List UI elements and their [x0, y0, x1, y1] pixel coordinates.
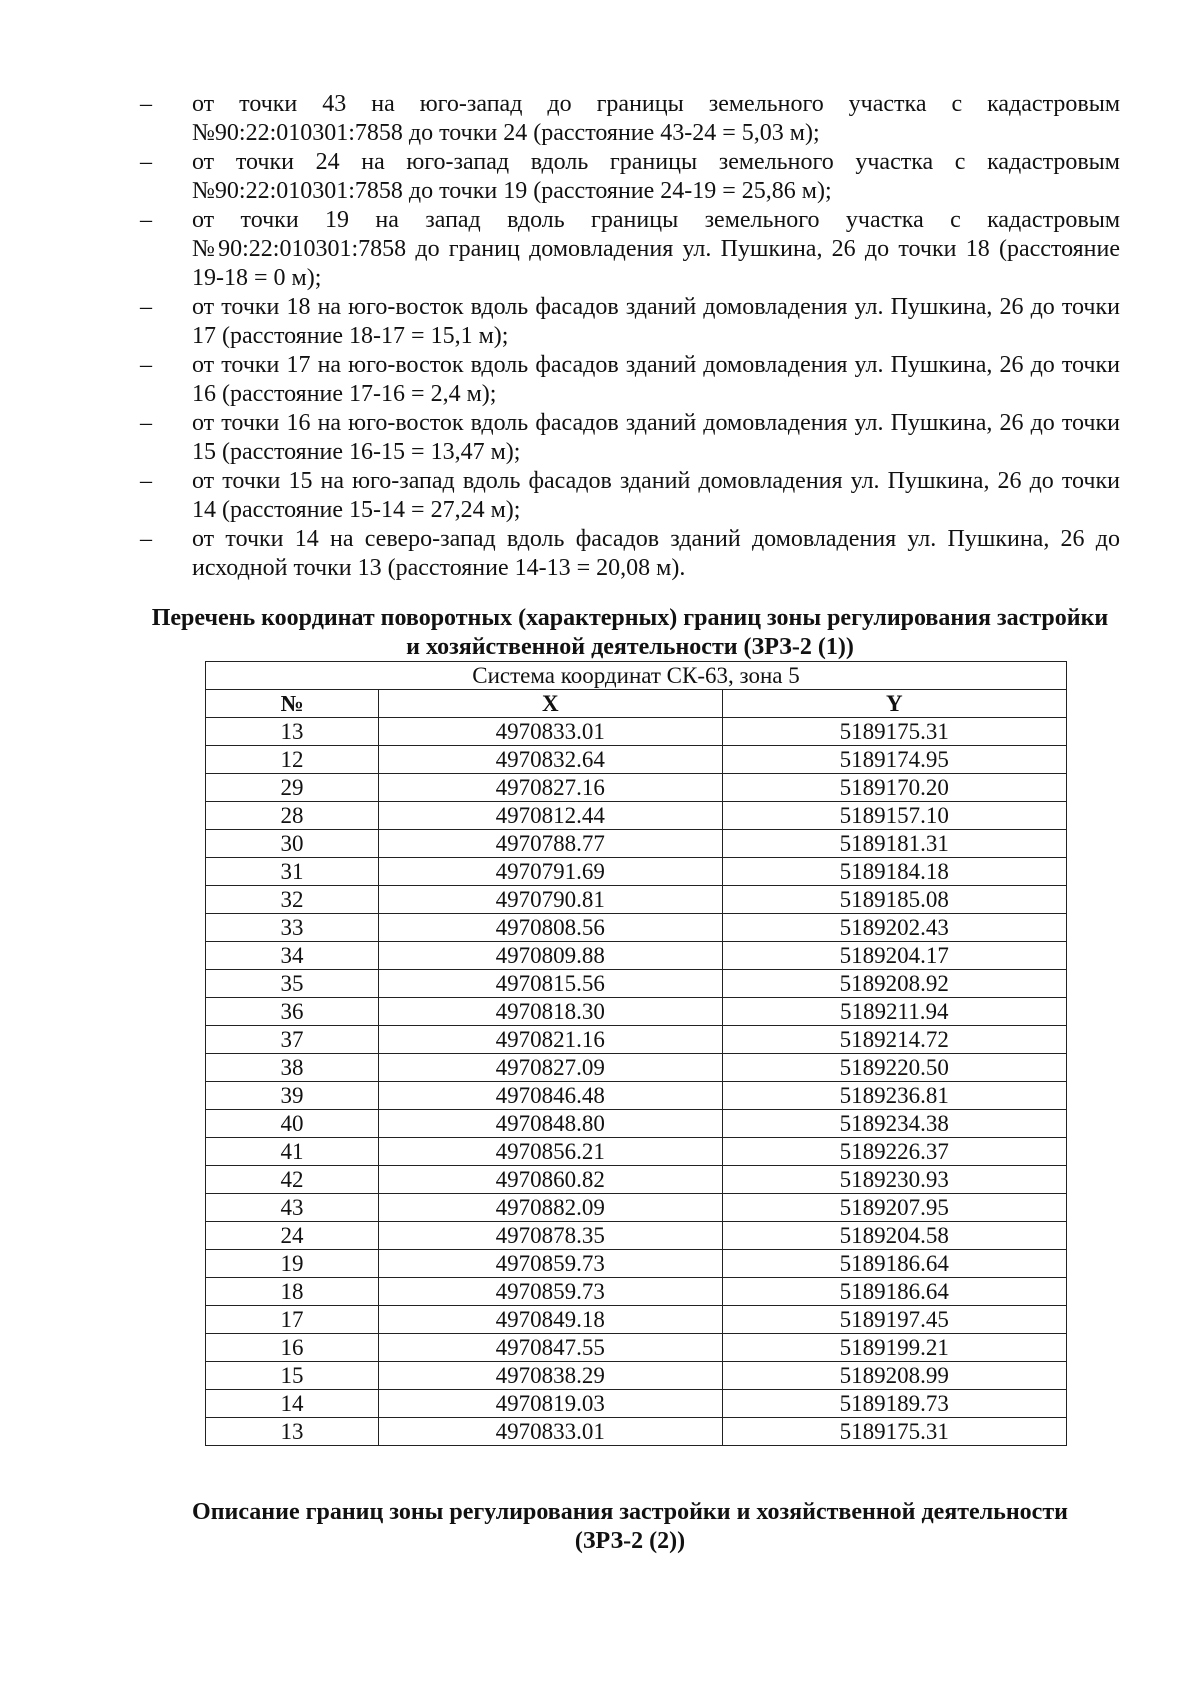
coordinates-table — [205, 661, 1067, 1446]
y-coordinate-cell: 5189186.64 — [722, 1250, 1066, 1278]
y-coordinate-cell: 5189204.17 — [722, 942, 1066, 970]
y-coordinate-cell: 5189175.31 — [722, 718, 1066, 746]
point-number-cell: 15 — [206, 1362, 379, 1390]
point-number-cell: 42 — [206, 1166, 379, 1194]
list-marker: – — [140, 207, 152, 233]
table-row — [206, 1194, 1067, 1222]
x-coordinate-cell: 4970809.88 — [379, 942, 722, 970]
section-title-line: (ЗРЗ-2 (2)) — [574, 1528, 686, 1554]
point-number-cell: 38 — [206, 1054, 379, 1082]
list-item-text: от точки 24 на юго-запад вдоль границы земельного участка с кадастровым №90:22:010301:7858 до точки 19 (расстояние 24-19 = 25,86 м); — [192, 149, 1120, 204]
point-number-cell: 40 — [206, 1110, 379, 1138]
x-coordinate-cell: 4970821.16 — [379, 1026, 722, 1054]
point-number-cell: 13 — [206, 1418, 379, 1446]
point-number-cell: 37 — [206, 1026, 379, 1054]
point-number-cell: 41 — [206, 1138, 379, 1166]
y-coordinate-cell: 5189226.37 — [722, 1138, 1066, 1166]
point-number-cell: 28 — [206, 802, 379, 830]
y-coordinate-cell: 5189197.45 — [722, 1306, 1066, 1334]
x-coordinate-cell: 4970819.03 — [379, 1390, 722, 1418]
y-coordinate-cell: 5189214.72 — [722, 1026, 1066, 1054]
column-header-number: № — [206, 690, 379, 718]
point-number-cell: 12 — [206, 746, 379, 774]
table-row — [206, 1110, 1067, 1138]
point-number-cell: 39 — [206, 1082, 379, 1110]
coordinate-system-caption: Система координат СК-63, зона 5 — [206, 662, 1067, 690]
y-coordinate-cell: 5189208.99 — [722, 1362, 1066, 1390]
list-item — [140, 467, 1120, 525]
y-coordinate-cell: 5189230.93 — [722, 1166, 1066, 1194]
y-coordinate-cell: 5189157.10 — [722, 802, 1066, 830]
x-coordinate-cell: 4970848.80 — [379, 1110, 722, 1138]
section-title-line: Перечень координат поворотных (характерных) границ зоны регулирования застройки — [151, 605, 1109, 631]
point-number-cell: 36 — [206, 998, 379, 1026]
list-item — [140, 90, 1120, 148]
point-number-cell: 35 — [206, 970, 379, 998]
table-row — [206, 970, 1067, 998]
point-number-cell: 17 — [206, 1306, 379, 1334]
point-number-cell: 31 — [206, 858, 379, 886]
point-number-cell: 24 — [206, 1222, 379, 1250]
x-coordinate-cell: 4970833.01 — [379, 718, 722, 746]
coordinates-section-title — [140, 604, 1120, 662]
list-item-text: от точки 18 на юго-восток вдоль фасадов зданий домовладения ул. Пушкина, 26 до точки 17 (расстояние 18-17 = 15,1 м); — [192, 294, 1120, 349]
table-row — [206, 746, 1067, 774]
y-coordinate-cell: 5189186.64 — [722, 1278, 1066, 1306]
point-number-cell: 30 — [206, 830, 379, 858]
point-number-cell: 16 — [206, 1334, 379, 1362]
x-coordinate-cell: 4970859.73 — [379, 1250, 722, 1278]
y-coordinate-cell: 5189174.95 — [722, 746, 1066, 774]
x-coordinate-cell: 4970790.81 — [379, 886, 722, 914]
table-row — [206, 1390, 1067, 1418]
list-item — [140, 148, 1120, 206]
y-coordinate-cell: 5189184.18 — [722, 858, 1066, 886]
x-coordinate-cell: 4970860.82 — [379, 1166, 722, 1194]
y-coordinate-cell: 5189236.81 — [722, 1082, 1066, 1110]
list-marker: – — [140, 294, 152, 320]
x-coordinate-cell: 4970827.16 — [379, 774, 722, 802]
table-row — [206, 1306, 1067, 1334]
x-coordinate-cell: 4970832.64 — [379, 746, 722, 774]
x-coordinate-cell: 4970856.21 — [379, 1138, 722, 1166]
list-item-text: от точки 16 на юго-восток вдоль фасадов зданий домовладения ул. Пушкина, 26 до точки 15 (расстояние 16-15 = 13,47 м); — [192, 410, 1120, 465]
table-body — [206, 718, 1067, 1446]
x-coordinate-cell: 4970846.48 — [379, 1082, 722, 1110]
point-number-cell: 33 — [206, 914, 379, 942]
table-row — [206, 802, 1067, 830]
list-marker: – — [140, 352, 152, 378]
y-coordinate-cell: 5189211.94 — [722, 998, 1066, 1026]
table-row — [206, 886, 1067, 914]
x-coordinate-cell: 4970847.55 — [379, 1334, 722, 1362]
y-coordinate-cell: 5189181.31 — [722, 830, 1066, 858]
point-number-cell: 18 — [206, 1278, 379, 1306]
x-coordinate-cell: 4970838.29 — [379, 1362, 722, 1390]
x-coordinate-cell: 4970849.18 — [379, 1306, 722, 1334]
table-row — [206, 718, 1067, 746]
list-item — [140, 206, 1120, 293]
list-item-text: от точки 17 на юго-восток вдоль фасадов зданий домовладения ул. Пушкина, 26 до точки 16 (расстояние 17-16 = 2,4 м); — [192, 352, 1120, 407]
list-item-text: от точки 19 на запад вдоль границы земельного участка с кадастровым №90:22:010301:7858 до границ домовладения ул. Пушкина, 26 до точки 18 (расстояние 19-18 = 0 м); — [192, 207, 1120, 291]
section-title-line: и хозяйственной деятельности (ЗРЗ-2 (1)) — [406, 634, 854, 660]
table-row — [206, 998, 1067, 1026]
table-row — [206, 1250, 1067, 1278]
table-row — [206, 858, 1067, 886]
y-coordinate-cell: 5189220.50 — [722, 1054, 1066, 1082]
list-marker: – — [140, 468, 152, 494]
list-marker: – — [140, 149, 152, 175]
point-number-cell: 32 — [206, 886, 379, 914]
point-number-cell: 19 — [206, 1250, 379, 1278]
list-item-text: от точки 43 на юго-запад до границы земельного участка с кадастровым №90:22:010301:7858 до точки 24 (расстояние 43-24 = 5,03 м); — [192, 91, 1120, 146]
y-coordinate-cell: 5189204.58 — [722, 1222, 1066, 1250]
x-coordinate-cell: 4970882.09 — [379, 1194, 722, 1222]
table-header-row — [206, 690, 1067, 718]
table-row — [206, 1222, 1067, 1250]
table-row — [206, 1362, 1067, 1390]
column-header-x: X — [379, 690, 722, 718]
x-coordinate-cell: 4970812.44 — [379, 802, 722, 830]
x-coordinate-cell: 4970791.69 — [379, 858, 722, 886]
table-row — [206, 1166, 1067, 1194]
x-coordinate-cell: 4970859.73 — [379, 1278, 722, 1306]
boundary-description-section-title — [140, 1498, 1120, 1556]
table-row — [206, 1138, 1067, 1166]
y-coordinate-cell: 5189185.08 — [722, 886, 1066, 914]
list-item — [140, 351, 1120, 409]
point-number-cell: 34 — [206, 942, 379, 970]
table-caption-row — [206, 662, 1067, 690]
list-marker: – — [140, 91, 152, 117]
list-item — [140, 525, 1120, 583]
table-row — [206, 1026, 1067, 1054]
table-row — [206, 914, 1067, 942]
x-coordinate-cell: 4970833.01 — [379, 1418, 722, 1446]
y-coordinate-cell: 5189234.38 — [722, 1110, 1066, 1138]
x-coordinate-cell: 4970788.77 — [379, 830, 722, 858]
y-coordinate-cell: 5189170.20 — [722, 774, 1066, 802]
table-row — [206, 774, 1067, 802]
x-coordinate-cell: 4970827.09 — [379, 1054, 722, 1082]
section-title-line: Описание границ зоны регулирования застройки и хозяйственной деятельности — [192, 1499, 1068, 1525]
y-coordinate-cell: 5189175.31 — [722, 1418, 1066, 1446]
list-item — [140, 293, 1120, 351]
point-number-cell: 29 — [206, 774, 379, 802]
x-coordinate-cell: 4970818.30 — [379, 998, 722, 1026]
list-item-text: от точки 14 на северо-запад вдоль фасадов зданий домовладения ул. Пушкина, 26 до исходной точки 13 (расстояние 14-13 = 20,08 м). — [192, 526, 1120, 581]
y-coordinate-cell: 5189207.95 — [722, 1194, 1066, 1222]
x-coordinate-cell: 4970808.56 — [379, 914, 722, 942]
list-marker: – — [140, 410, 152, 436]
point-number-cell: 14 — [206, 1390, 379, 1418]
list-item — [140, 409, 1120, 467]
list-item-text: от точки 15 на юго-запад вдоль фасадов зданий домовладения ул. Пушкина, 26 до точки 14 (расстояние 15-14 = 27,24 м); — [192, 468, 1120, 523]
y-coordinate-cell: 5189189.73 — [722, 1390, 1066, 1418]
y-coordinate-cell: 5189199.21 — [722, 1334, 1066, 1362]
y-coordinate-cell: 5189202.43 — [722, 914, 1066, 942]
point-number-cell: 13 — [206, 718, 379, 746]
column-header-y: Y — [722, 690, 1066, 718]
list-marker: – — [140, 526, 152, 552]
table-row — [206, 1082, 1067, 1110]
x-coordinate-cell: 4970878.35 — [379, 1222, 722, 1250]
table-row — [206, 942, 1067, 970]
point-number-cell: 43 — [206, 1194, 379, 1222]
boundary-description-list — [140, 90, 1120, 583]
table-row — [206, 1278, 1067, 1306]
table-row — [206, 1418, 1067, 1446]
table-row — [206, 1334, 1067, 1362]
y-coordinate-cell: 5189208.92 — [722, 970, 1066, 998]
x-coordinate-cell: 4970815.56 — [379, 970, 722, 998]
table-row — [206, 830, 1067, 858]
table-row — [206, 1054, 1067, 1082]
